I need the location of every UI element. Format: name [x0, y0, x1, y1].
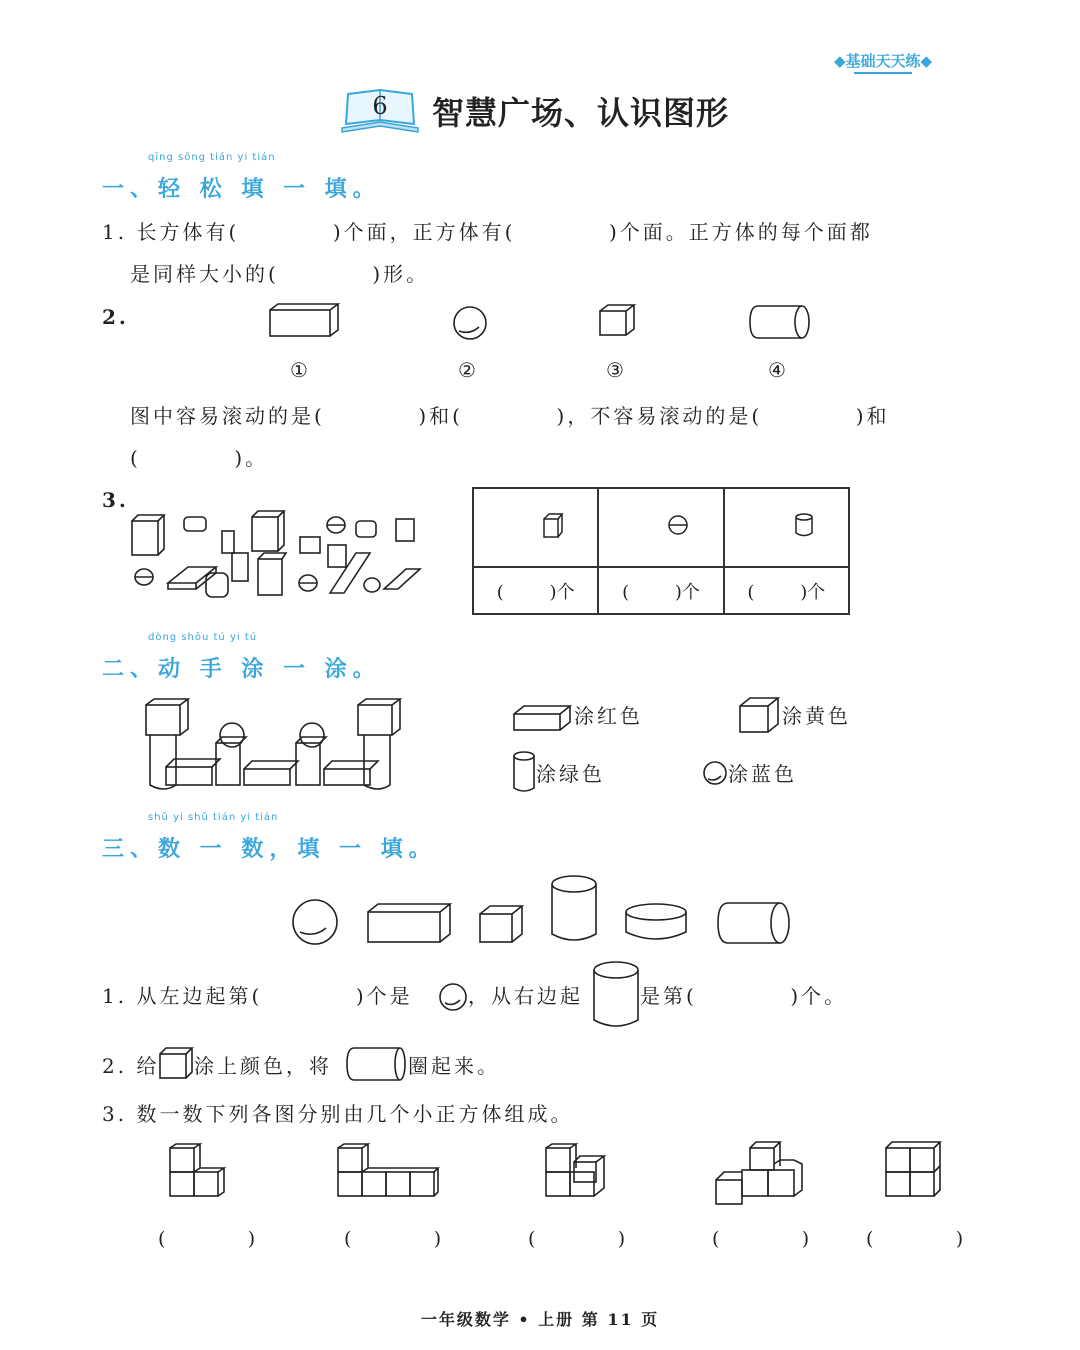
s3-q2-part-c: 圈起来。 — [408, 1054, 500, 1078]
s3-q1-part-a: 1. 从左边起第( )个是 — [102, 984, 413, 1008]
small-cuboid-icon — [541, 511, 565, 539]
lesson-number: 6 — [372, 92, 388, 120]
red-cuboid-icon — [512, 704, 572, 732]
q2-line1: 图中容易滚动的是( )和( )，不容易滚动的是( )和 — [130, 404, 890, 428]
q2-label-1: ① — [290, 358, 308, 382]
table-cell-cuboid — [473, 488, 598, 567]
legend-yellow: 涂黄色 — [782, 704, 851, 728]
sphere-shape-icon — [451, 305, 489, 341]
s3-q2-part-b: 涂上颜色，将 — [194, 1054, 332, 1078]
q1-line1: 1. 长方体有( )个面，正方体有( )个面。正方体的每个面都 — [102, 220, 873, 244]
cube-stack-5-picture — [884, 1140, 944, 1198]
page-title: 智慧广场、认识图形 — [432, 94, 730, 132]
building-solids-picture[interactable] — [140, 697, 410, 795]
cube-row-3-icon — [478, 904, 524, 944]
flat-cylinder-row-5-icon — [624, 902, 688, 944]
q1-line2: 是同样大小的( )形。 — [130, 262, 430, 286]
table-cell-cylinder — [724, 488, 849, 567]
blue-sphere-icon — [702, 760, 728, 786]
small-sphere-icon — [666, 513, 690, 537]
table-cell-sphere — [598, 488, 723, 567]
q2-label-4: ④ — [768, 358, 786, 382]
cuboid-row-2-icon — [366, 902, 452, 944]
answer-blank-1[interactable]: ( ) — [158, 1228, 258, 1250]
s3-q1-part-c: 是第( )个。 — [640, 984, 848, 1008]
answer-blank-cylinder[interactable]: ( )个 — [724, 567, 849, 614]
section2-pinyin: dòng shǒu tú yi tú — [148, 632, 258, 643]
green-cylinder-icon — [512, 750, 536, 794]
s3-q2-part-a: 2. 给 — [102, 1054, 160, 1078]
answer-blank-4[interactable]: ( ) — [712, 1228, 812, 1250]
tall-cylinder-row-4-icon — [550, 874, 598, 944]
cube-stack-1-picture — [168, 1142, 228, 1198]
answer-blank-5[interactable]: ( ) — [866, 1228, 966, 1250]
inline-cube-icon — [158, 1046, 194, 1080]
legend-green: 涂绿色 — [536, 762, 605, 786]
s3-q1-part-b: ，从右边起 — [468, 984, 583, 1008]
yellow-cube-icon — [738, 696, 780, 734]
answer-blank-3[interactable]: ( ) — [528, 1228, 628, 1250]
count-table — [472, 487, 850, 615]
section3-heading: 三、数 一 数，填 一 填。 — [102, 837, 437, 862]
answer-blank-sphere[interactable]: ( )个 — [598, 567, 723, 614]
lying-cylinder-row-6-icon — [714, 900, 792, 946]
cube-shape-icon — [598, 303, 636, 337]
q2-label-3: ③ — [606, 358, 624, 382]
answer-blank-cuboid[interactable]: ( )个 — [473, 567, 598, 614]
cube-stack-3-picture — [544, 1142, 610, 1198]
cube-stack-2-picture — [336, 1142, 440, 1198]
sphere-row-1-icon — [290, 898, 340, 946]
mixed-solids-picture — [130, 505, 420, 600]
section2-heading: 二、动 手 涂 一 涂。 — [102, 657, 381, 682]
q2-number: 2. — [102, 305, 129, 329]
legend-blue: 涂蓝色 — [728, 762, 797, 786]
cylinder-lying-shape-icon — [746, 303, 812, 341]
q2-line2: ( )。 — [130, 446, 269, 470]
s3-q3-text: 3. 数一数下列各图分别由几个小正方体组成。 — [102, 1102, 574, 1126]
page-footer: 一年级数学 • 上册 第 11 页 — [420, 1310, 660, 1329]
inline-tall-cylinder-icon — [592, 960, 640, 1030]
section1-pinyin: qīng sōng tián yi tián — [148, 152, 276, 163]
cuboid-shape-icon — [268, 302, 340, 338]
answer-blank-2[interactable]: ( ) — [344, 1228, 444, 1250]
cube-stack-4-picture — [714, 1140, 808, 1206]
section3-pinyin: shǔ yi shǔ tián yi tián — [148, 812, 279, 823]
inline-lying-cylinder-icon — [344, 1046, 408, 1082]
small-cylinder-icon — [792, 512, 816, 538]
q2-label-2: ② — [458, 358, 476, 382]
q3-number: 3. — [102, 488, 129, 512]
inline-sphere-icon — [438, 982, 468, 1012]
legend-red: 涂红色 — [574, 704, 643, 728]
series-tag: ◆基础天天练◆ — [834, 50, 932, 71]
section1-heading: 一、轻 松 填 一 填。 — [102, 177, 381, 202]
